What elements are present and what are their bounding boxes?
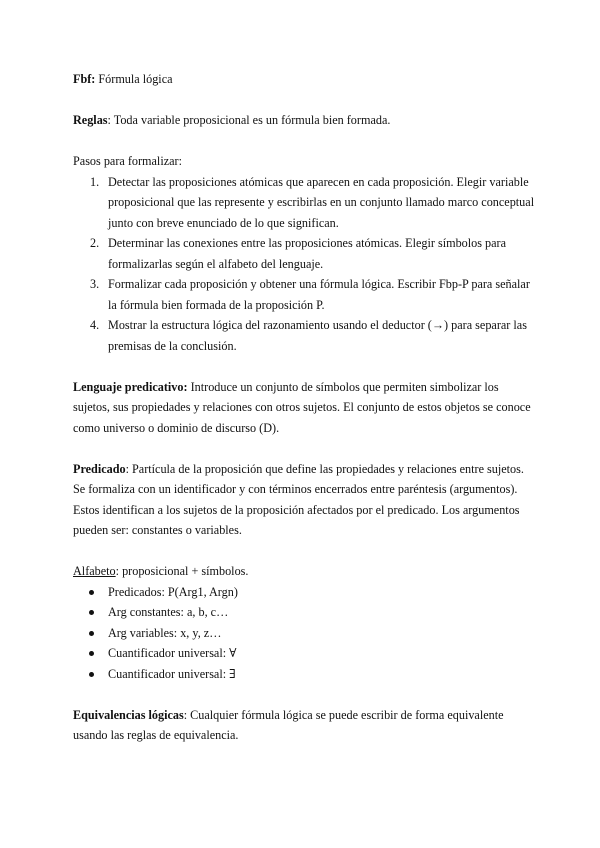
bullet-icon	[89, 631, 94, 636]
list-number: 4.	[90, 318, 100, 332]
list-item	[73, 274, 535, 315]
equivalencias-paragraph	[73, 705, 535, 746]
list-item	[73, 582, 535, 603]
predicado-paragraph	[73, 459, 535, 541]
list-item	[73, 172, 535, 234]
fbf-label: Fbf:	[73, 72, 96, 86]
list-item	[73, 623, 535, 644]
list-text: Predicados: P(Arg1, Argn)	[108, 584, 238, 599]
lenguaje-label: Lenguaje predicativo:	[73, 379, 188, 394]
predicado-text: : Partícula de la proposición que define las propiedades y relaciones entre sujetos. Se formaliza con un identificador y con términos encerrados entre paréntesis (argumentos). Estos identifican a los sujetos de la proposición afectados por el predicado. Los argumentos pueden ser: constantes o variables.	[73, 461, 524, 537]
bullet-icon	[89, 590, 94, 595]
list-text: Mostrar la estructura lógica del razonamiento usando el deductor (→) para separar las premisas de la conclusión.	[108, 318, 527, 353]
list-item	[73, 664, 535, 685]
reglas-label: Reglas	[73, 113, 108, 127]
list-item	[73, 643, 535, 664]
fbf-line	[73, 69, 535, 90]
list-text: Arg variables: x, y, z…	[108, 625, 222, 640]
list-item	[73, 233, 535, 274]
reglas-text: : Toda variable proposicional es un fórmula bien formada.	[107, 113, 391, 127]
fbf-text: Fórmula lógica	[95, 72, 173, 86]
alfabeto-list	[73, 582, 535, 685]
equivalencias-label: Equivalencias lógicas	[73, 707, 184, 722]
bullet-icon	[89, 672, 94, 677]
list-text: Arg constantes: a, b, c…	[108, 605, 229, 619]
predicado-label: Predicado	[73, 461, 126, 476]
alfabeto-text: : proposicional + símbolos.	[115, 564, 249, 578]
reglas-line	[73, 110, 535, 131]
list-number: 2.	[90, 236, 100, 250]
list-item	[73, 315, 535, 356]
list-number: 1.	[90, 174, 100, 189]
lenguaje-text: Introduce un conjunto de símbolos que permiten simbolizar los sujetos, sus propiedades y relaciones con otros sujetos. El conjunto de estos objetos se conoce como universo o dominio de discurso (D).	[73, 379, 531, 435]
list-text: Detectar las proposiciones atómicas que aparecen en cada proposición. Elegir variable proposicional que las represente y escribirlas en un conjunto llamado marco conceptual junto con breve enunciado de lo que significan.	[108, 174, 535, 230]
list-text: Cuantificador universal: ∃	[108, 666, 236, 681]
alfabeto-label: Alfabeto	[73, 564, 116, 578]
list-text: Cuantificador universal: ∀	[108, 646, 237, 660]
equivalencias-text: : Cualquier fórmula lógica se puede escribir de forma equivalente usando las reglas de equivalencia.	[73, 707, 504, 742]
pasos-title: Pasos para formalizar:	[73, 154, 182, 168]
pasos-list	[73, 172, 535, 357]
document-page	[73, 69, 535, 746]
list-number: 3.	[90, 277, 100, 291]
alfabeto-line	[73, 561, 535, 582]
list-text: Formalizar cada proposición y obtener una fórmula lógica. Escribir Fbp-P para señalar la fórmula bien formada de la proposición P.	[108, 277, 530, 312]
lenguaje-paragraph	[73, 377, 535, 439]
bullet-icon	[89, 651, 94, 656]
list-text: Determinar las conexiones entre las proposiciones atómicas. Elegir símbolos para formalizarlas según el alfabeto del lenguaje.	[108, 236, 507, 271]
bullet-icon	[89, 610, 94, 615]
list-item	[73, 602, 535, 623]
